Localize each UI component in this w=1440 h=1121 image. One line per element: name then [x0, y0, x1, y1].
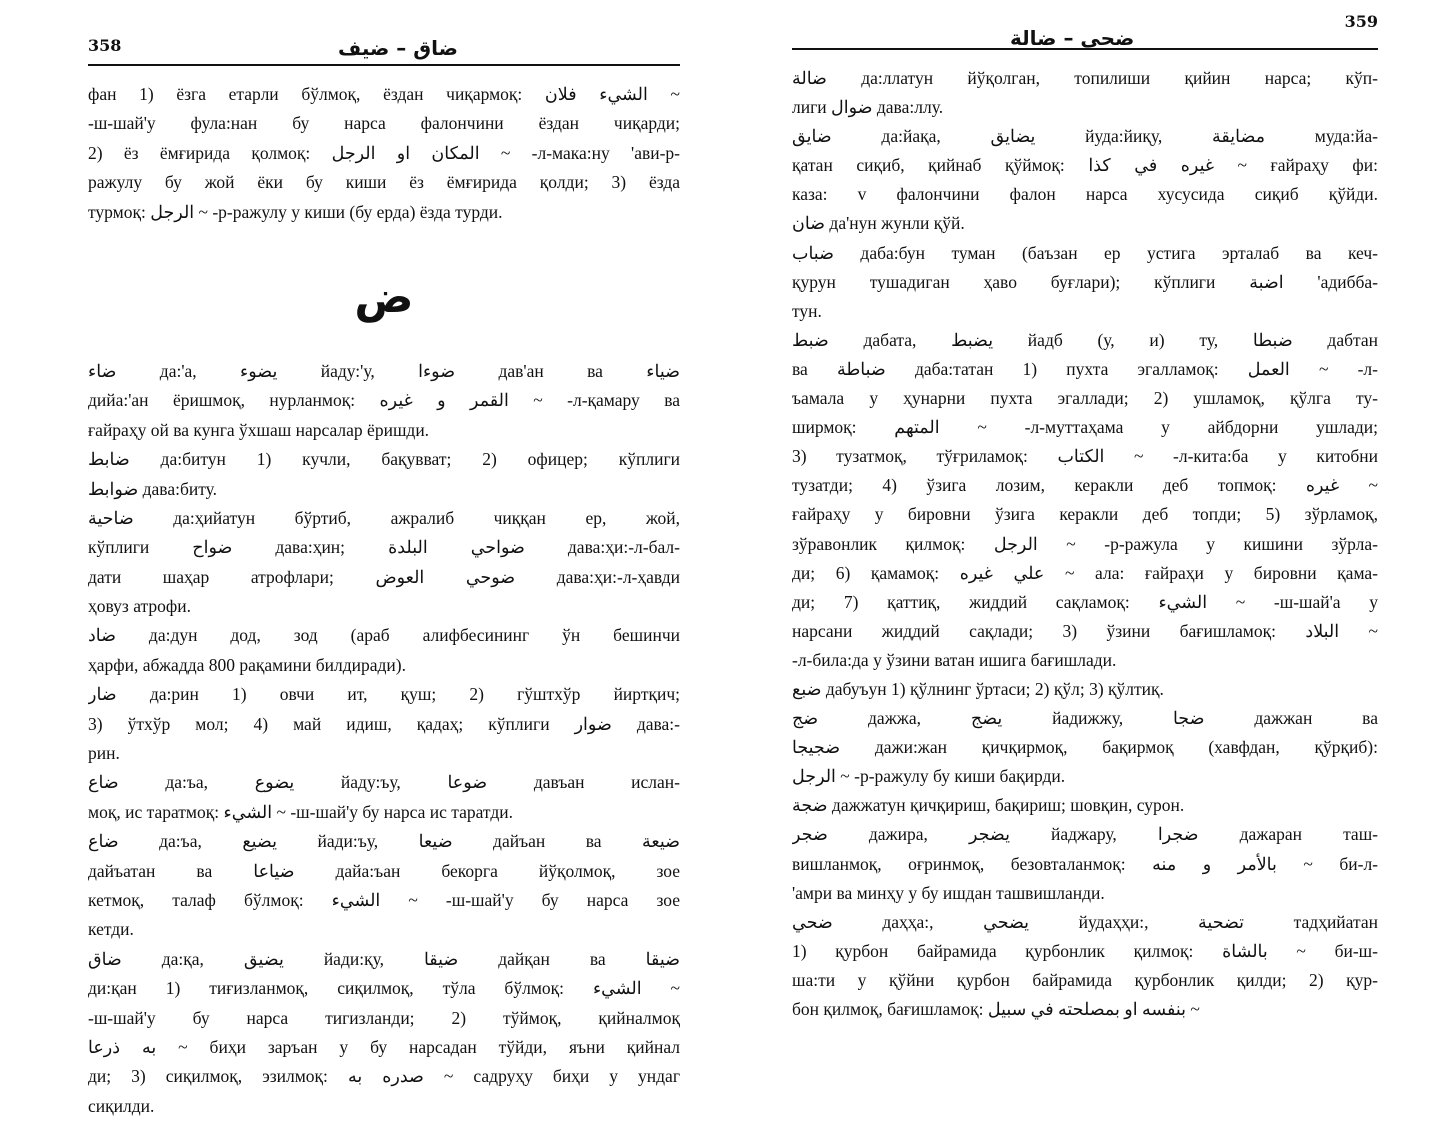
text-line: кетмоқ, талаф бўлмоқ: الشيء ~ -ш-шай'у бу нарса зое	[88, 889, 680, 910]
text-line: дийа:'ан ёришмоқ, нурланмоқ: القمر و غيره ~ -л-қамару ва	[88, 390, 680, 411]
entries-block	[88, 357, 680, 1121]
text-line: ضابط да:битун 1) кучли, бақувват; 2) офицер; кўплиги	[88, 449, 680, 470]
text-line: моқ, ис таратмоқ: الشيء ~ -ш-шай'у бу нарса ис таратди.	[88, 801, 513, 822]
right-page-body	[792, 64, 1378, 1024]
text-line: вишланмоқ, оғринмоқ, безовталанмоқ: بالأمر و منه ~ би-л-	[792, 853, 1378, 874]
text-line: кетди.	[88, 919, 134, 940]
text-line: ъамала у ҳунарни пухта эгаллади; 2) ушламоқ, қўлга ту-	[792, 388, 1378, 409]
text-line: ضجيجا дажи:жан қичқирмоқ, бақирмоқ (хавфдан, қўрқиб):	[792, 737, 1378, 758]
text-line: кўплиги ضواح дава:ҳин; ضواحي البلدة дава:ҳи:-л-бал-	[88, 537, 680, 558]
left-page	[88, 8, 680, 1121]
text-line: ҳарфи, абжадда 800 рақамини билдиради).	[88, 654, 406, 675]
text-line: қатан сиқиб, қийнаб қўймоқ: غيره في كذا ~ ғайраҳу фи:	[792, 155, 1378, 176]
text-line: каза: v фалончини фалон нарса хусусида сиқиб қўйди.	[792, 184, 1378, 205]
running-head: ضاق – ضيف	[338, 36, 458, 60]
text-line: ضاء да:'а, يضوء йаду:'у, ضوءا дав'ан ва ضياء	[88, 360, 680, 381]
text-line: тун.	[792, 300, 822, 321]
text-line: ди:қан 1) тиғизланмоқ, сиқилмоқ, тўла бўлмоқ: الشيء ~	[88, 978, 680, 999]
text-line: ди; 6) қамамоқ: علي غيره ~ ала: ғайраҳи у бировни қама-	[792, 562, 1378, 583]
text-line: -л-била:да у ўзини ватан ишига бағишлади.	[792, 649, 1117, 670]
text-line: ضاق да:қа, يضيق йади:қу, ضيقا дайқан ва ضيقا	[88, 948, 680, 969]
text-line: 2) ёз ёмғирида қолмоқ: المكان او الرجل ~ -л-мака:ну 'ави-р-	[88, 142, 680, 163]
text-line: -ш-шай'у бу нарса тигизланди; 2) тўймоқ, қийналмоқ	[88, 1007, 680, 1028]
text-line: ضار да:рин 1) овчи ит, қуш; 2) гўштхўр йиртқич;	[88, 684, 680, 705]
page-number: 359	[1344, 12, 1378, 31]
text-line: ва ضباطة даба:татан 1) пухта эгалламоқ: العمل ~ -л-	[792, 358, 1378, 379]
text-line: ضج дажжа, يضج йадижжу, ضجا дажжан ва	[792, 708, 1378, 729]
text-line: 1) қурбон байрамида қурбонлик қилмоқ: بالشاة ~ би-ш-	[792, 940, 1378, 961]
text-line: ша:ти у қўйни қурбон байрамида қурбонлик қилди; 2) қур-	[792, 969, 1378, 990]
text-line: дати шаҳар атрофлари; ضوحي العوض дава:ҳи:-л-ҳавди	[88, 566, 680, 587]
text-line: ضوابط дава:биту.	[88, 478, 218, 499]
page-number: 358	[88, 36, 122, 55]
text-line: ضجر дажира, يضجر йаджару, ضجرا дажаран таш-	[792, 824, 1378, 845]
text-line: -ш-шай'у фула:нан бу нарса фалончини ёздан чиқарди;	[88, 113, 680, 134]
text-line: тузатди; 4) ўзига лозим, керакли деб топмоқ: غيره ~	[792, 475, 1378, 496]
text-line: ширмоқ: المتهم ~ -л-муттаҳама у айбдорни ушлади;	[792, 417, 1378, 438]
text-line: рин.	[88, 743, 120, 764]
text-line: ضاحية да:ҳийатун бўртиб, ажралиб чиққан ер, жой,	[88, 507, 680, 528]
text-line: ضالة да:ллатун йўқолган, топилиши қийин нарса; кўп-	[792, 68, 1378, 88]
text-line: ғайраҳу у бировни ўзига керакли деб топди; 5) зўрламоқ,	[792, 504, 1378, 525]
running-head: ضحي – ضالة	[1010, 26, 1135, 50]
text-line: ضبع дабуъун 1) қўлнинг ўртаси; 2) қўл; 3) қўлтиқ.	[792, 678, 1164, 699]
letter-heading: ض	[354, 271, 414, 323]
text-line: ضجة дажжатун қичқириш, бақириш; шовқин, сурон.	[792, 795, 1185, 816]
text-line: ҳовуз атрофи.	[88, 596, 191, 617]
text-line: ضاع да:ъа, يضيع йади:ъу, ضيعا дайъан ва ضيعة	[88, 831, 680, 852]
text-line: ضاد да:дун дод, зод (араб алифбесининг ўн бешинчи	[88, 625, 680, 646]
left-page-header	[88, 8, 680, 66]
text-line: ражулу бу жой ёки бу киши ёз ёмғирида қолди; 3) ёзда	[88, 172, 680, 193]
text-line: ضاع да:ъа, يضوع йаду:ъу, ضوعا давъан ислан-	[88, 772, 680, 793]
text-line: ди; 3) сиқилмоқ, эзилмоқ: صدره به ~ садруҳу биҳи у ундаг	[88, 1066, 680, 1087]
entries-block	[792, 64, 1378, 1024]
text-line: ضباب даба:бун туман (баъзан ер устига эрталаб ва кеч-	[792, 242, 1378, 263]
text-line: ضان да'нун жунли қўй.	[792, 213, 965, 234]
text-line: бон қилмоқ, бағишламоқ: بنفسه او بمصلحته في سبيل ~	[792, 999, 1200, 1019]
text-line: 3) тузатмоқ, тўғриламоқ: الكتاب ~ -л-кита:ба у китобни	[792, 446, 1378, 467]
text-line: ضايق да:йақа, يضايق йуда:йиқу, مضايقة муда:йа-	[792, 126, 1378, 147]
text-line: зўравонлик қилмоқ: الرجل ~ -р-ражула у кишини зўрла-	[792, 533, 1378, 554]
text-line: сиқилди.	[88, 1095, 155, 1116]
text-line: ғайраҳу ой ва кунга ўхшаш нарсалар ёришди.	[88, 419, 430, 440]
right-page	[792, 8, 1378, 1024]
text-line: фан 1) ёзга етарли бўлмоқ, ёздан чиқармоқ: الشيء فلان ~	[88, 84, 680, 104]
text-line: ضبط дабата, يضبط йадб (у, и) ту, ضبطا дабтан	[792, 329, 1378, 350]
text-line: ضحي даҳҳа:, يضحي йудаҳҳи:, تضحية тадҳийатан	[792, 911, 1378, 932]
right-page-header	[792, 8, 1378, 50]
text-line: 'амри ва минҳу у бу ишдан ташвишланди.	[792, 882, 1105, 903]
text-line: 3) ўтхўр мол; 4) май идиш, қадаҳ; кўплиги ضوار дава:-	[88, 713, 680, 734]
continued-entry	[88, 80, 680, 227]
text-line: лиги ضوال дава:ллу.	[792, 97, 944, 118]
text-line: به ذرعا ~ биҳи заръан у бу нарсадан тўйди, яъни қийнал	[88, 1036, 680, 1057]
text-line: қурун тушадиган ҳаво буғлари); кўплиги اضبة 'адибба-	[792, 271, 1378, 292]
text-line: الرجل ~ -р-ражулу бу киши бақирди.	[792, 766, 1066, 787]
text-line: турмоқ: الرجل ~ -р-ражулу у киши (бу ерда) ёзда турди.	[88, 201, 503, 222]
text-line: ди; 7) қаттиқ, жиддий сақламоқ: الشيء ~ -ш-шай'а у	[792, 591, 1378, 612]
text-line: нарсани жиддий сақлади; 3) ўзини бағишламоқ: البلاد ~	[792, 620, 1378, 641]
text-line: дайъатан ва ضياعا дайа:ъан бекорга йўқолмоқ, зое	[88, 860, 680, 881]
left-page-body	[88, 80, 680, 1121]
